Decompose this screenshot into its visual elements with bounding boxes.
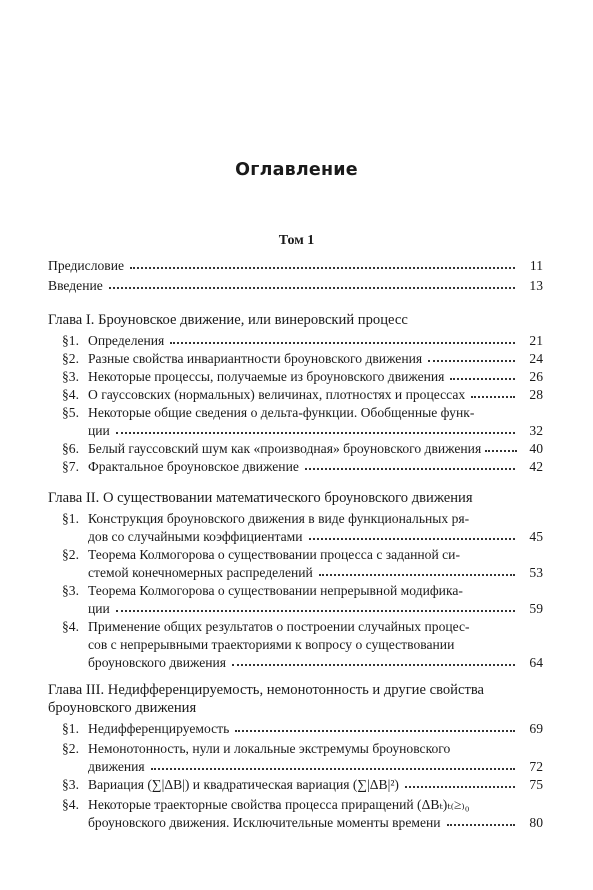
page-number: 24 bbox=[529, 351, 543, 366]
leader-dots bbox=[309, 538, 515, 540]
page-number: 59 bbox=[529, 601, 543, 616]
chapter-heading[interactable]: Глава II. О существовании математического броуновского движения bbox=[48, 490, 473, 506]
leader-dots bbox=[428, 360, 515, 362]
leader-dots bbox=[109, 287, 515, 289]
leader-dots bbox=[232, 664, 515, 666]
page-number: 21 bbox=[529, 333, 543, 348]
leader-dots bbox=[235, 730, 515, 732]
entry-label: Теорема Колмогорова о существовании процесса с заданной си- bbox=[88, 547, 460, 562]
section-number: §3. bbox=[62, 583, 79, 598]
page-number: 11 bbox=[529, 258, 543, 273]
entry-label: Фрактальное броуновское движение bbox=[88, 459, 299, 474]
entry-label-continued: броуновского движения. Исключительные моменты времени bbox=[88, 815, 441, 830]
entry-label: Введение bbox=[48, 278, 103, 293]
leader-dots bbox=[116, 610, 515, 612]
leader-dots bbox=[116, 432, 515, 434]
entry-label: Белый гауссовский шум как «производная» броуновского движения bbox=[88, 441, 482, 456]
chapter-heading[interactable]: Глава I. Броуновское движение, или винеровский процесс bbox=[48, 312, 408, 328]
leader-dots bbox=[485, 450, 517, 452]
entry-label: Теорема Колмогорова о существовании непрерывной модифика- bbox=[88, 583, 463, 598]
section-number: §3. bbox=[62, 369, 79, 384]
chapter-heading-continued: броуновского движения bbox=[48, 700, 197, 716]
leader-dots bbox=[450, 378, 515, 380]
entry-label-continued: ции bbox=[88, 601, 110, 616]
leader-dots bbox=[319, 574, 515, 576]
entry-label-continued: стемой конечномерных распределений bbox=[88, 565, 313, 580]
leader-dots bbox=[170, 342, 515, 344]
leader-dots bbox=[471, 396, 515, 398]
page-number: 69 bbox=[529, 721, 543, 736]
page-title: Оглавление bbox=[235, 160, 358, 180]
page-number: 45 bbox=[529, 529, 543, 544]
entry-label: Некоторые траекторные свойства процесса приращений (ΔBₜ)ₜ₍≥₎₀ bbox=[88, 797, 470, 812]
section-number: §7. bbox=[62, 459, 79, 474]
entry-label: Некоторые процессы, получаемые из броуновского движения bbox=[88, 369, 445, 384]
entry-label-continued: броуновского движения bbox=[88, 655, 227, 670]
page-number: 53 bbox=[529, 565, 543, 580]
section-number: §4. bbox=[62, 797, 79, 812]
section-number: §6. bbox=[62, 441, 79, 456]
page-number: 72 bbox=[529, 759, 543, 774]
leader-dots bbox=[130, 267, 515, 269]
entry-label: Предисловие bbox=[48, 258, 125, 273]
section-number: §1. bbox=[62, 511, 79, 526]
section-number: §5. bbox=[62, 405, 79, 420]
section-number: §1. bbox=[62, 333, 79, 348]
page-number: 80 bbox=[529, 815, 543, 830]
section-number: §2. bbox=[62, 741, 79, 756]
section-number: §3. bbox=[62, 777, 79, 792]
entry-label-continued: движения bbox=[88, 759, 145, 774]
entry-label-continued: сов с непрерывными траекториями к вопросу о существовании bbox=[88, 637, 455, 652]
entry-label: О гауссовских (нормальных) величинах, плотностях и процессах bbox=[88, 387, 466, 402]
page-number: 32 bbox=[529, 423, 543, 438]
entry-label: Некоторые общие сведения о дельта-функции. Обобщенные функ- bbox=[88, 405, 475, 420]
leader-dots bbox=[305, 468, 515, 470]
entry-label: Конструкция броуновского движения в виде функциональных ря- bbox=[88, 511, 470, 526]
entry-label: Немонотонность, нули и локальные экстремумы броуновского bbox=[88, 741, 451, 756]
volume-heading: Том 1 bbox=[278, 233, 315, 248]
entry-label: Применение общих результатов о построении случайных процес- bbox=[88, 619, 470, 634]
entry-label-continued: дов со случайными коэффициентами bbox=[88, 529, 303, 544]
entry-label: Разные свойства инвариантности броуновского движения bbox=[88, 351, 423, 366]
page-number: 40 bbox=[529, 441, 543, 456]
section-number: §1. bbox=[62, 721, 79, 736]
entry-label: Определения bbox=[88, 333, 165, 348]
page-number: 75 bbox=[529, 777, 543, 792]
entry-label: Вариация (∑|ΔB|) и квадратическая вариация (∑|ΔB|²) bbox=[88, 777, 399, 792]
page-number: 26 bbox=[529, 369, 543, 384]
entry-label: Недифференцируемость bbox=[88, 721, 230, 736]
page-number: 42 bbox=[529, 459, 543, 474]
section-number: §4. bbox=[62, 619, 79, 634]
section-number: §2. bbox=[62, 547, 79, 562]
section-number: §2. bbox=[62, 351, 79, 366]
leader-dots bbox=[151, 768, 515, 770]
page-number: 28 bbox=[529, 387, 543, 402]
leader-dots bbox=[447, 824, 515, 826]
page-number: 64 bbox=[529, 655, 543, 670]
leader-dots bbox=[405, 786, 515, 788]
section-number: §4. bbox=[62, 387, 79, 402]
page-number: 13 bbox=[529, 278, 543, 293]
chapter-heading[interactable]: Глава III. Недифференцируемость, немонотонность и другие свойства bbox=[48, 682, 485, 698]
entry-label-continued: ции bbox=[88, 423, 110, 438]
